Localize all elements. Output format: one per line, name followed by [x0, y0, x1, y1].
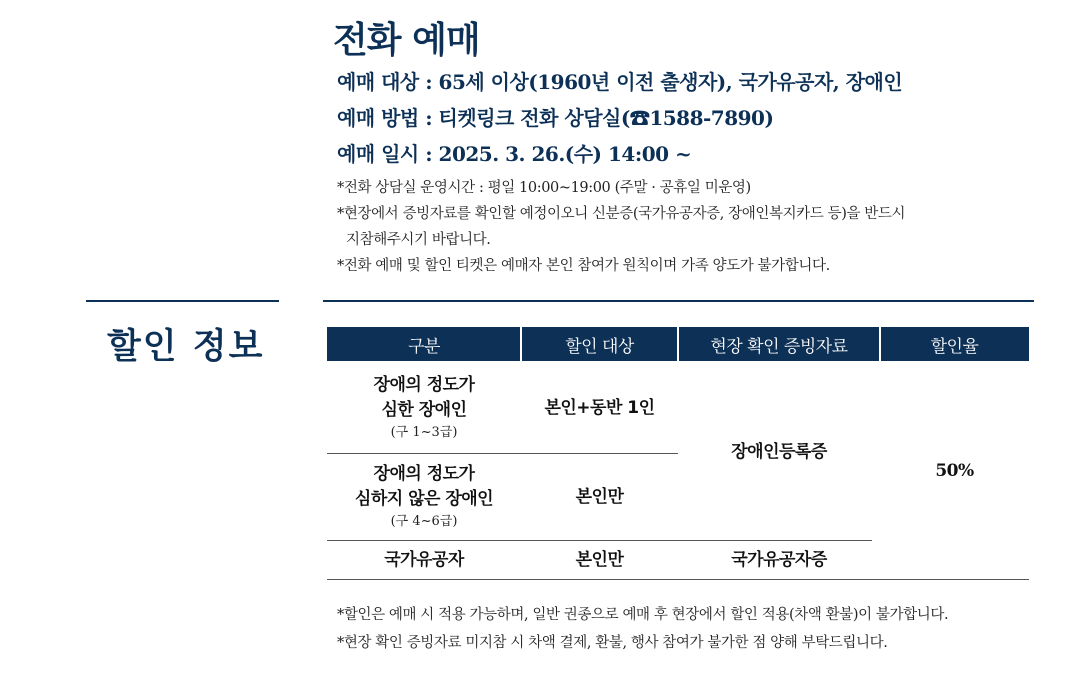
target-label: 본인만 — [575, 486, 624, 507]
table-row-severe-target — [521, 363, 678, 453]
target-label: 본인만 — [575, 549, 624, 570]
table-row-mild-target — [521, 454, 678, 540]
phone-booking-title: 전화 예매 — [333, 20, 480, 61]
table-row-veteran-target — [521, 541, 678, 579]
category-label: 장애의 정도가 심한 장애인 — [373, 375, 475, 420]
booking-target: 예매 대상 : 65세 이상(1960년 이전 출생자), 국가유공자, 장애인 — [337, 70, 903, 94]
table-row-veteran-category — [327, 541, 521, 579]
note-hours: *전화 상담실 운영시간 : 평일 10:00~19:00 (주말 · 공휴일 미운영) — [337, 180, 751, 196]
proof-veteran-cell — [678, 541, 880, 579]
proof-disabled-cell — [678, 363, 880, 541]
header-category: 구분 — [327, 327, 521, 361]
category-label: 장애의 정도가 심하지 않은 장애인 — [354, 464, 494, 509]
header-divider — [520, 327, 522, 361]
note-id-required: *현장에서 증빙자료를 확인할 예정이오니 신분증(국가유공자증, 장애인복지카드 등)을 반드시 — [337, 206, 906, 222]
header-divider — [677, 327, 679, 361]
header-target: 할인 대상 — [521, 327, 678, 361]
note-no-transfer: *전화 예매 및 할인 티켓은 예매자 본인 참여가 원칙이며 가족 양도가 불가합니다. — [337, 258, 830, 274]
header-rate: 할인율 — [880, 327, 1029, 361]
section-divider-left — [86, 300, 279, 302]
category-label: 국가유공자 — [384, 549, 464, 570]
table-row-mild-category — [327, 454, 521, 540]
discount-table — [327, 327, 1029, 580]
table-row-severe-category — [327, 363, 521, 453]
note-proof-required: *현장 확인 증빙자료 미지참 시 차액 결제, 환불, 행사 참여가 불가한 점 양해 부탁드립니다. — [337, 635, 888, 651]
header-proof: 현장 확인 증빙자료 — [678, 327, 880, 361]
rate-label: 50% — [935, 460, 974, 481]
discount-rate-cell — [880, 363, 1029, 579]
note-no-refund: *할인은 예매 시 적용 가능하며, 일반 권종으로 예매 후 현장에서 할인 적용(차액 환불)이 불가합니다. — [337, 607, 949, 623]
booking-method: 예매 방법 : 티켓링크 전화 상담실(☎1588-7890) — [337, 106, 774, 130]
category-sublabel: (구 1~3급) — [390, 425, 458, 440]
booking-date: 예매 일시 : 2025. 3. 26.(수) 14:00 ~ — [337, 142, 692, 166]
proof-label: 장애인등록증 — [731, 441, 827, 462]
discount-section-title: 할인 정보 — [107, 327, 265, 367]
target-label: 본인+동반 1인 — [544, 397, 655, 418]
proof-label: 국가유공자증 — [731, 549, 827, 570]
note-id-required-cont: 지참해주시기 바랍니다. — [346, 232, 491, 248]
section-divider-right — [323, 300, 1034, 302]
table-bottom-border — [327, 579, 1029, 580]
category-sublabel: (구 4~6급) — [390, 514, 458, 529]
header-divider — [879, 327, 881, 361]
